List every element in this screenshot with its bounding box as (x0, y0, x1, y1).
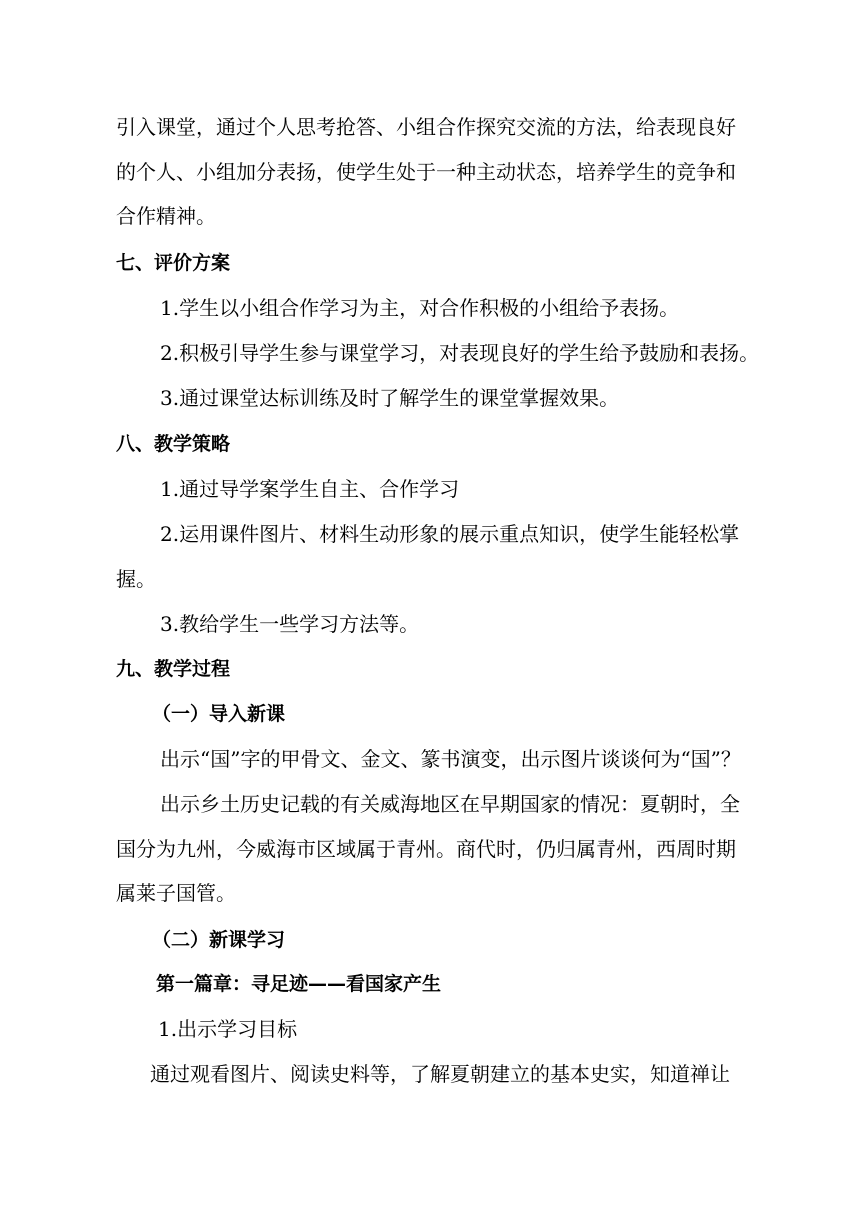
list-item: 1.出示学习目标 (158, 1017, 298, 1041)
paragraph-line: 引入课堂，通过个人思考抢答、小组合作探究交流的方法，给表现良好 (116, 115, 736, 139)
chapter-heading: 第一篇章：寻足迹——看国家产生 (156, 973, 442, 995)
list-item: 2.运用课件图片、材料生动形象的展示重点知识，使学生能轻松掌 (160, 522, 740, 546)
paragraph-line: 通过观看图片、阅读史料等，了解夏朝建立的基本史实，知道禅让 (150, 1062, 730, 1086)
paragraph-line: 国分为九州，今威海市区域属于青州。商代时，仍归属青州，西周时期 (116, 837, 736, 861)
section-heading: 七、评价方案 (116, 252, 231, 274)
list-item: 1.学生以小组合作学习为主，对合作积极的小组给予表扬。 (160, 296, 680, 320)
paragraph-line: 的个人、小组加分表扬，使学生处于一种主动状态，培养学生的竞争和 (116, 160, 736, 184)
section-heading: 八、教学策略 (116, 433, 231, 455)
paragraph-line: 合作精神。 (116, 204, 216, 228)
list-item-continuation: 握。 (116, 567, 156, 591)
paragraph-line: 出示“国”字的甲骨文、金文、篆书演变，出示图片谈谈何为“国”？ (160, 747, 741, 771)
section-heading: 九、教学过程 (116, 658, 231, 680)
list-item: 3.教给学生一些学习方法等。 (160, 612, 420, 636)
list-item: 2.积极引导学生参与课堂学习，对表现良好的学生给予鼓励和表扬。 (160, 341, 760, 365)
subsection-heading: （二）新课学习 (152, 929, 286, 951)
list-item: 1.通过导学案学生自主、合作学习 (160, 477, 460, 501)
paragraph-line: 属莱子国管。 (116, 881, 236, 905)
paragraph-line: 出示乡土历史记载的有关威海地区在早期国家的情况：夏朝时，全 (160, 792, 740, 816)
list-item: 3.通过课堂达标训练及时了解学生的课堂掌握效果。 (160, 386, 620, 410)
subsection-heading: （一）导入新课 (152, 703, 286, 725)
